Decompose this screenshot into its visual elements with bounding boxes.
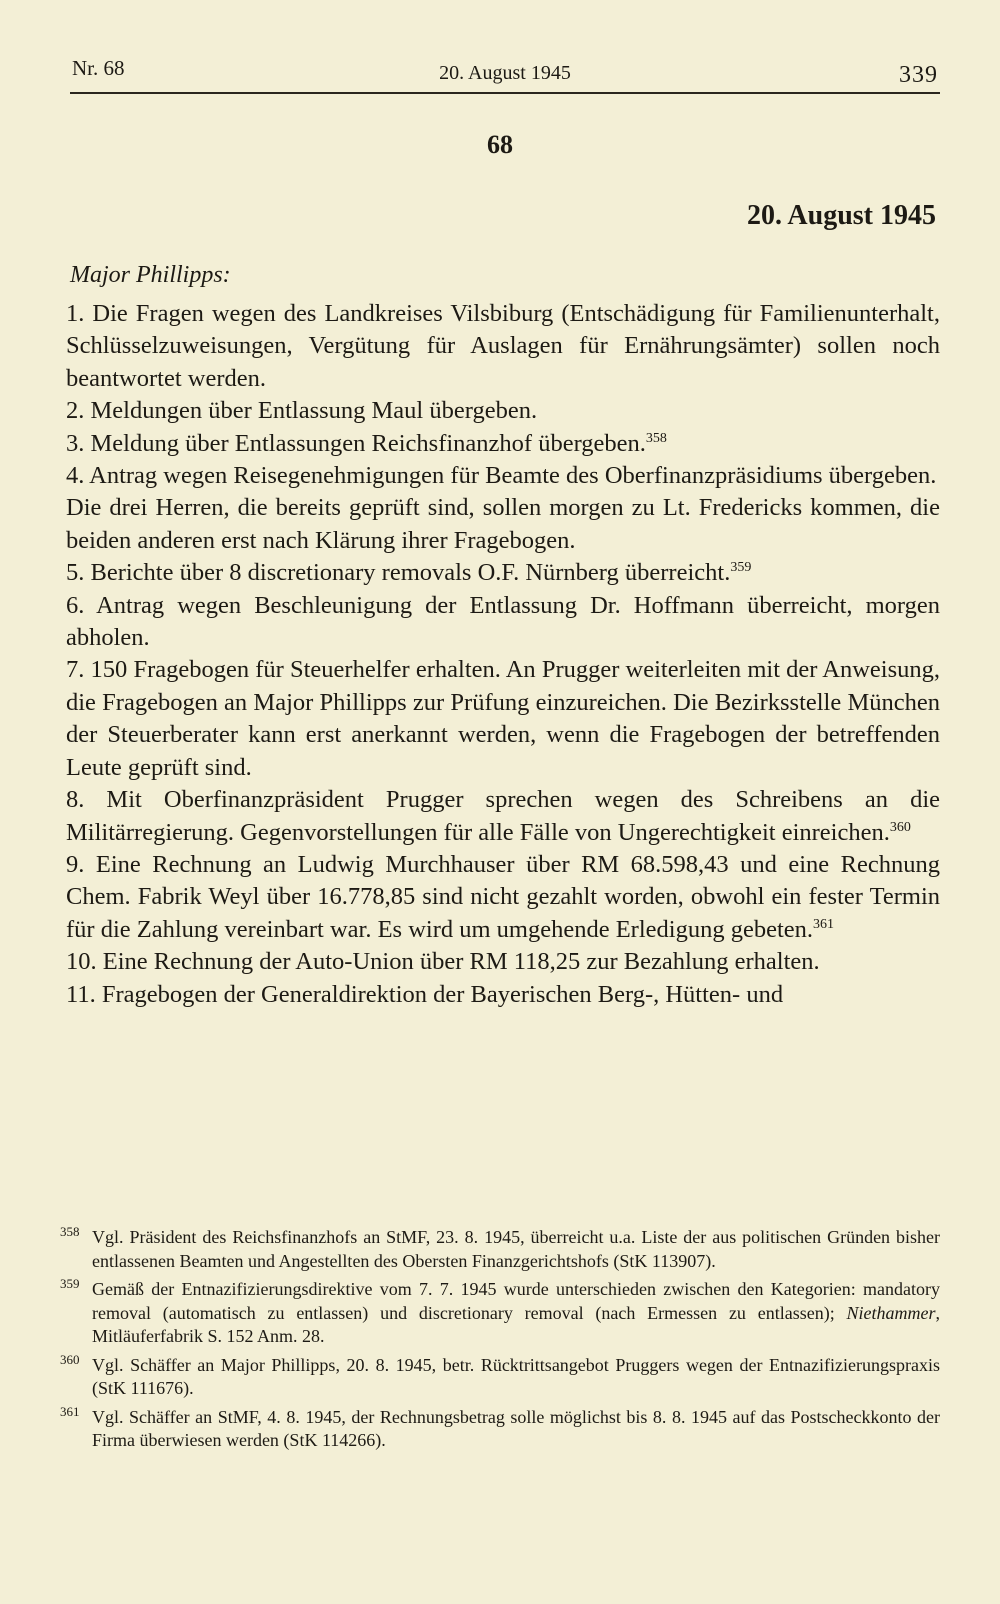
minutes-item: 9. Eine Rechnung an Ludwig Murchhauser über RM 68.598,43 und eine Rechnung Chem. Fabrik Weyl über 16.778,85 sind nicht gezahlt worden, obwohl ein fester Termin für die Zahlung vereinbart war. Es wird um umgehende Erledigung gebeten.$^{361}$ [66, 850, 940, 943]
footnote-author: Niethammer [846, 1302, 936, 1323]
footnote-text: Vgl. Präsident des Reichsfinanzhofs an StMF, 23. 8. 1945, überreicht u.a. Liste der aus politischen Gründen bisher entlassenen Beamten und Angestellten des Obersten Finanzgerichtshofs (StK 113907). [92, 1227, 940, 1271]
minutes-body [66, 298, 940, 1011]
minutes-item: 7. 150 Fragebogen für Steuerhelfer erhalten. An Prugger weiterleiten mit der Anweisung, die Fragebogen an Major Phillipps zur Prüfung einzureichen. Die Bezirksstelle München der Steuerberater kann erst anerkannt werden, wenn die Fragebogen der betreffenden Leute geprüft sind. [66, 656, 940, 781]
footnote [60, 1226, 940, 1273]
footnote [60, 1278, 940, 1349]
document-date: 20. August 1945 [746, 200, 936, 231]
speaker-label: Major Phillipps: [70, 262, 231, 288]
footnote-number: 359 [60, 1276, 80, 1291]
footnote-ref: 361 [813, 916, 835, 932]
minutes-item: 5. Berichte über 8 discretionary removals O.F. Nürnberg überreicht.$^{359}$ [66, 559, 752, 587]
minutes-item: 11. Fragebogen der Generaldirektion der Bayerischen Berg-, Hütten- und [66, 980, 784, 1008]
footnote-ref: 360 [889, 819, 911, 835]
header-date: 20. August 1945 [439, 62, 571, 84]
minutes-item: 4. Antrag wegen Reisegenehmigungen für Beamte des Oberfinanzpräsidiums übergeben. [66, 462, 937, 490]
document-number: 68 [487, 130, 513, 159]
minutes-item: Die drei Herren, die bereits geprüft sind, sollen morgen zu Lt. Fredericks kommen, die beiden anderen erst nach Klärung ihrer Fragebogen. [66, 494, 940, 554]
page-number: 339 [899, 62, 938, 88]
minutes-item: 6. Antrag wegen Beschleunigung der Entlassung Dr. Hoffmann überreicht, morgen abholen. [66, 591, 940, 652]
footnote [60, 1403, 940, 1453]
footnote-text: Vgl. Schäffer an StMF, 4. 8. 1945, der Rechnungsbetrag solle möglichst bis 8. 8. 1945 auf das Postscheckkonto der Firma überwiesen werden (StK 114266). [92, 1406, 940, 1450]
minutes-item: 3. Meldung über Entlassungen Reichsfinanzhof übergeben.$^{358}$ [66, 429, 667, 457]
footnote-ref: 358 [645, 430, 667, 446]
minutes-item: 10. Eine Rechnung der Auto-Union über RM 118,25 zur Bezahlung erhalten. [66, 948, 820, 976]
footnote-text: Vgl. Schäffer an Major Phillipps, 20. 8. 1945, betr. Rücktrittsangebot Pruggers wegen der Entnazifizierungspraxis (StK 111676). [92, 1354, 940, 1398]
footnote-text: , Mitläuferfabrik S. 152 Anm. 28. [92, 1302, 940, 1346]
footnote-ref: 359 [730, 560, 752, 576]
header-rule [70, 92, 940, 94]
running-header [72, 56, 938, 90]
minutes-item: 1. Die Fragen wegen des Landkreises Vilsbiburg (Entschädigung für Familienunterhalt, Schlüsselzuweisungen, Vergütung für Auslagen für Ernährungsämter) sollen noch beantwortet werden. [66, 300, 940, 392]
footnote-number: 360 [60, 1351, 80, 1367]
footnotes [60, 1226, 940, 1458]
footnote-number: 358 [60, 1224, 80, 1239]
minutes-item: 8. Mit Oberfinanzpräsident Prugger sprechen wegen des Schreibens an die Militärregierung. Gegenvorstellungen für alle Fälle von Ungerechtigkeit einreichen.$^{360}$ [66, 786, 940, 846]
footnote [60, 1351, 940, 1401]
minutes-item: 2. Meldungen über Entlassung Maul übergeben. [66, 397, 538, 425]
footnote-number: 361 [60, 1403, 80, 1419]
footnote-text: Gemäß der Entnazifizierungsdirektive vom 7. 7. 1945 wurde unterschieden zwischen den Kategorien: mandatory removal (automatisch zu entlassen) und discretionary removal (nach Ermessen zu entlassen); [92, 1279, 940, 1323]
header-doc-number: Nr. 68 [72, 56, 125, 80]
